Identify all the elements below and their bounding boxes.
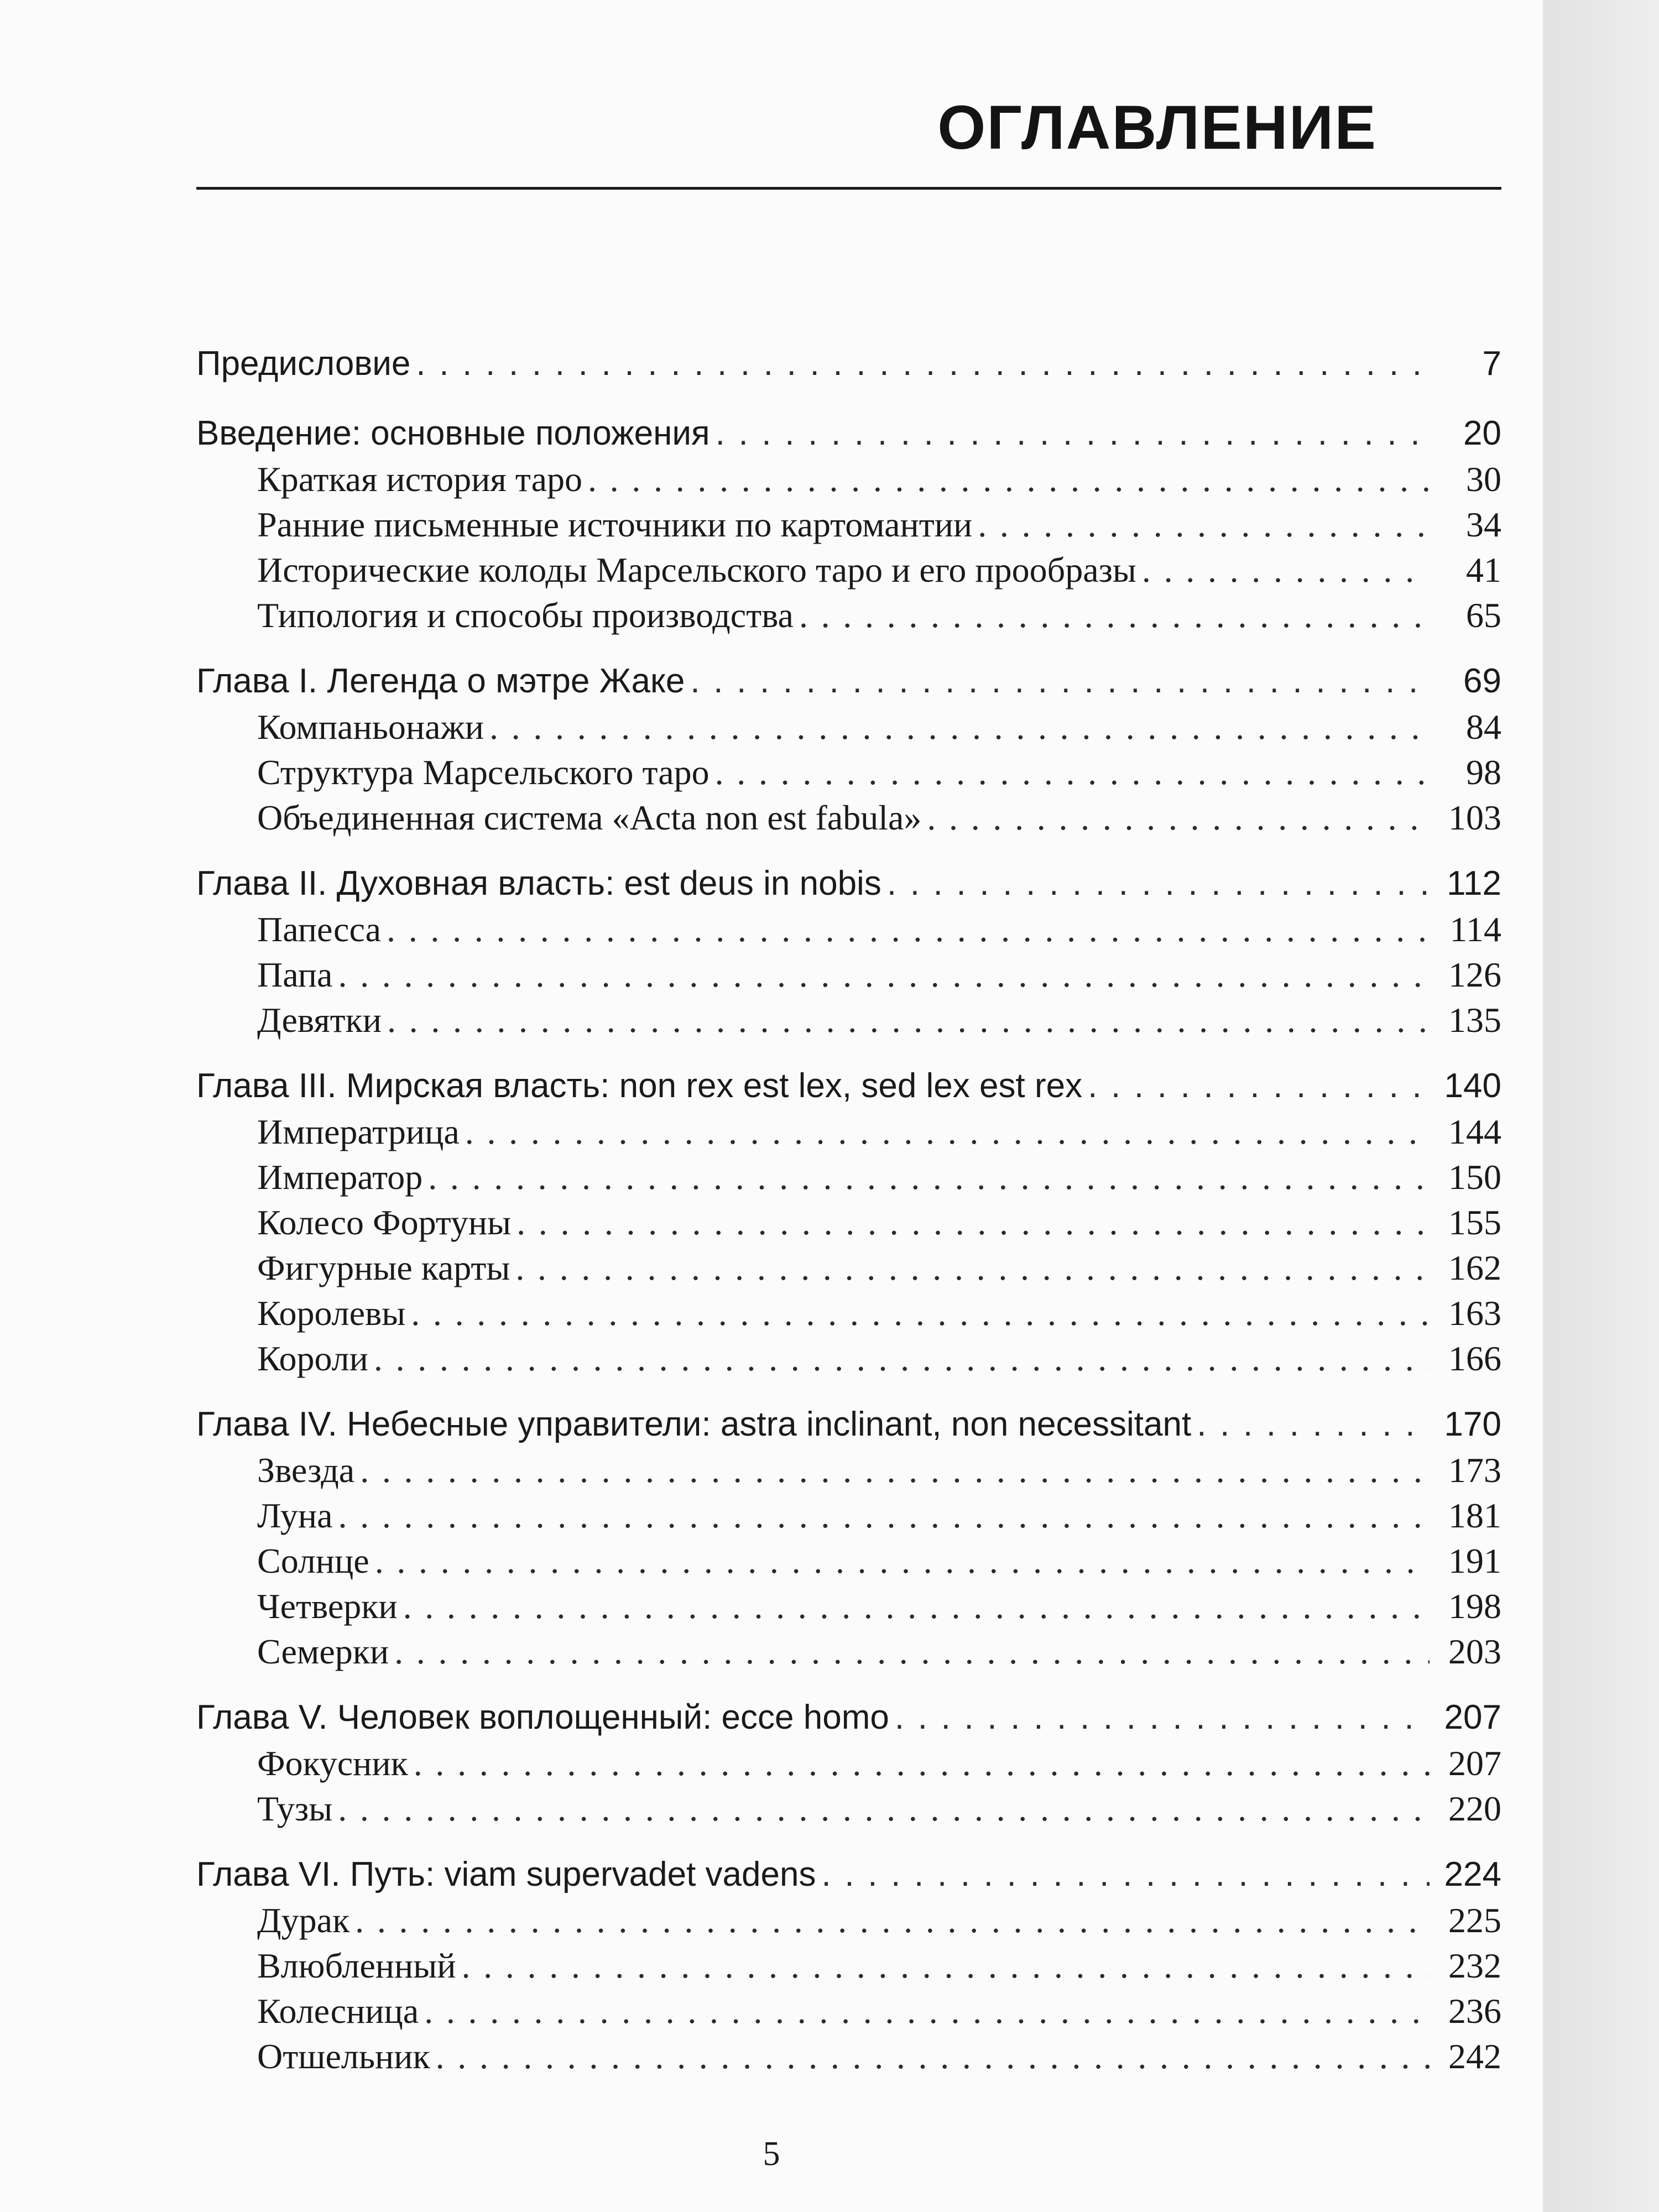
dot-leader	[887, 864, 1430, 903]
dot-leader	[436, 2036, 1430, 2077]
toc-entry-page-number: 34	[1466, 505, 1501, 544]
toc-entry-title: Император	[257, 1157, 423, 1197]
toc-section-entry	[196, 1157, 1501, 1202]
toc-section-entry	[196, 550, 1501, 595]
toc-section-entry	[196, 1000, 1501, 1045]
toc-section-entry	[196, 459, 1501, 504]
toc-entry-title: Глава VI. Путь: viam supervadet vadens	[196, 1855, 816, 1893]
toc-section-entry	[196, 1991, 1501, 2036]
toc-entry-title: Императрица	[257, 1112, 460, 1151]
toc-section-entry	[196, 1788, 1501, 1834]
dot-leader	[462, 1945, 1430, 1986]
toc-entry-title: Типология и способы производства	[257, 596, 794, 635]
dot-leader	[355, 1900, 1430, 1941]
dot-leader	[394, 1631, 1430, 1672]
toc-entry-title: Фигурные карты	[257, 1248, 510, 1287]
toc-section-entry	[196, 2036, 1501, 2081]
dot-leader	[978, 504, 1430, 545]
toc-section-entry	[196, 1586, 1501, 1631]
dot-leader	[387, 909, 1430, 950]
dot-leader	[895, 1698, 1430, 1737]
toc-chapter-entry	[196, 1066, 1501, 1112]
page-heading: ОГЛАВЛЕНИЕ	[937, 93, 1377, 162]
toc-entry-page-number: 181	[1448, 1496, 1501, 1535]
toc-chapter-entry	[196, 1405, 1501, 1450]
toc-section-entry	[196, 1293, 1501, 1338]
dot-leader	[360, 1450, 1430, 1491]
toc-entry-page-number: 112	[1447, 864, 1501, 902]
dot-leader	[1142, 550, 1430, 591]
toc-entry-page-number: 232	[1448, 1946, 1501, 1985]
dot-leader	[927, 797, 1430, 838]
toc-section-entry	[196, 1631, 1501, 1677]
toc-chapter-entry	[196, 344, 1501, 389]
toc-entry-title: Структура Марсельского таро	[257, 753, 709, 792]
toc-section-entry	[196, 797, 1501, 843]
toc-entry-title: Объединенная система «Acta non est fabula»	[257, 798, 922, 837]
toc-chapter-entry	[196, 864, 1501, 909]
toc-chapter-entry	[196, 414, 1501, 459]
dot-leader	[338, 954, 1430, 995]
toc-section-entry	[196, 1743, 1501, 1788]
toc-entry-page-number: 126	[1448, 955, 1501, 994]
toc-entry-title: Короли	[257, 1339, 368, 1378]
toc-entry-title: Глава II. Духовная власть: est deus in nobis	[196, 864, 881, 902]
toc-entry-page-number: 20	[1463, 414, 1501, 452]
dot-leader	[416, 344, 1430, 383]
toc-entry-page-number: 198	[1448, 1587, 1501, 1626]
toc-section-entry	[196, 1202, 1501, 1248]
toc-entry-title: Папа	[257, 955, 333, 994]
toc-entry-title: Колесница	[257, 1991, 419, 2031]
toc-chapter-entry	[196, 661, 1501, 707]
toc-entry-title: Солнце	[257, 1541, 369, 1580]
toc-entry-title: Семерки	[257, 1632, 389, 1671]
toc-entry-page-number: 191	[1448, 1541, 1501, 1580]
toc-section-entry	[196, 1450, 1501, 1495]
dot-leader	[715, 752, 1430, 793]
toc-section-entry	[196, 1248, 1501, 1293]
toc-entry-title: Четверки	[257, 1587, 398, 1626]
adjacent-page-edge	[1543, 0, 1659, 2212]
toc-entry-page-number: 236	[1448, 1991, 1501, 2031]
toc-entry-title: Влюбленный	[257, 1946, 456, 1985]
toc-entry-page-number: 41	[1466, 550, 1501, 589]
toc-entry-title: Тузы	[257, 1789, 333, 1828]
toc-entry-title: Глава III. Мирская власть: non rex est lex, sed lex est rex	[196, 1067, 1083, 1105]
toc-entry-page-number: 163	[1448, 1293, 1501, 1333]
toc-entry-title: Введение: основные положения	[196, 414, 710, 452]
toc-entry-title: Глава I. Легенда о мэтре Жаке	[196, 662, 685, 700]
toc-entry-page-number: 140	[1444, 1067, 1501, 1105]
dot-leader	[515, 1248, 1430, 1288]
dot-leader	[375, 1541, 1430, 1582]
toc-entry-page-number: 144	[1448, 1112, 1501, 1151]
dot-leader	[374, 1338, 1430, 1379]
toc-entry-title: Ранние письменные источники по картомантии	[257, 505, 973, 544]
toc-entry-page-number: 170	[1444, 1405, 1501, 1443]
toc-entry-page-number: 98	[1466, 753, 1501, 792]
page-number: 5	[763, 2135, 780, 2173]
dot-leader	[1197, 1405, 1430, 1444]
toc-entry-page-number: 207	[1444, 1698, 1501, 1736]
toc-entry-title: Исторические колоды Марсельского таро и его прообразы	[257, 550, 1136, 589]
toc-entry-title: Предисловие	[196, 345, 411, 383]
toc-chapter-entry	[196, 1698, 1501, 1743]
dot-leader	[1088, 1066, 1430, 1105]
table-of-contents	[196, 0, 1501, 2212]
toc-entry-page-number: 114	[1449, 910, 1501, 949]
toc-entry-title: Звезда	[257, 1451, 355, 1490]
toc-entry-title: Папесса	[257, 910, 382, 949]
dot-leader	[517, 1202, 1430, 1243]
toc-section-entry	[196, 1900, 1501, 1945]
toc-chapter-entry	[196, 1855, 1501, 1900]
toc-entry-page-number: 155	[1448, 1203, 1501, 1242]
toc-entry-title: Краткая история таро	[257, 460, 582, 499]
toc-entry-title: Королевы	[257, 1293, 406, 1333]
toc-entry-page-number: 84	[1466, 707, 1501, 747]
toc-entry-page-number: 225	[1448, 1901, 1501, 1940]
dot-leader	[799, 595, 1430, 636]
dot-leader	[716, 414, 1430, 453]
toc-entry-title: Девятки	[257, 1000, 382, 1040]
dot-leader	[489, 707, 1430, 748]
toc-entry-title: Дурак	[257, 1901, 350, 1940]
toc-section-entry	[196, 752, 1501, 797]
toc-entry-page-number: 173	[1448, 1451, 1501, 1490]
toc-section-entry	[196, 1495, 1501, 1541]
toc-entry-page-number: 162	[1448, 1248, 1501, 1287]
toc-entry-page-number: 220	[1448, 1789, 1501, 1828]
toc-section-entry	[196, 504, 1501, 550]
dot-leader	[338, 1788, 1430, 1829]
toc-entry-page-number: 103	[1448, 798, 1501, 837]
toc-entry-title: Глава V. Человек воплощенный: ecce homo	[196, 1698, 889, 1736]
dot-leader	[465, 1112, 1430, 1152]
toc-entry-title: Луна	[257, 1496, 333, 1535]
dot-leader	[403, 1586, 1430, 1627]
dot-leader	[690, 661, 1430, 701]
toc-section-entry	[196, 1945, 1501, 1991]
toc-section-entry	[196, 1338, 1501, 1384]
toc-entry-page-number: 150	[1448, 1157, 1501, 1197]
toc-entry-page-number: 224	[1444, 1855, 1501, 1893]
toc-entry-title: Колесо Фортуны	[257, 1203, 512, 1242]
toc-entry-page-number: 7	[1482, 345, 1501, 383]
dot-leader	[428, 1157, 1430, 1198]
toc-section-entry	[196, 1112, 1501, 1157]
toc-entry-title: Фокусник	[257, 1744, 408, 1783]
dot-leader	[588, 459, 1430, 500]
toc-entry-page-number: 69	[1463, 662, 1501, 700]
toc-section-entry	[196, 954, 1501, 1000]
toc-entry-page-number: 203	[1448, 1632, 1501, 1671]
toc-entry-page-number: 166	[1448, 1339, 1501, 1378]
dot-leader	[338, 1495, 1430, 1536]
dot-leader	[424, 1991, 1430, 2032]
dot-leader	[411, 1293, 1430, 1334]
toc-entry-title: Компаньонажи	[257, 707, 484, 747]
toc-entry-page-number: 65	[1466, 596, 1501, 635]
toc-entry-title: Глава IV. Небесные управители: astra inclinant, non necessitant	[196, 1405, 1192, 1443]
toc-section-entry	[196, 909, 1501, 954]
toc-entry-page-number: 135	[1448, 1000, 1501, 1040]
toc-section-entry	[196, 595, 1501, 640]
toc-entry-page-number: 207	[1448, 1744, 1501, 1783]
dot-leader	[414, 1743, 1430, 1784]
toc-section-entry	[196, 1541, 1501, 1586]
toc-entry-title: Отшельник	[257, 2037, 430, 2076]
toc-section-entry	[196, 707, 1501, 752]
toc-entry-page-number: 30	[1466, 460, 1501, 499]
dot-leader	[387, 1000, 1430, 1041]
toc-entry-page-number: 242	[1448, 2037, 1501, 2076]
dot-leader	[821, 1855, 1430, 1894]
